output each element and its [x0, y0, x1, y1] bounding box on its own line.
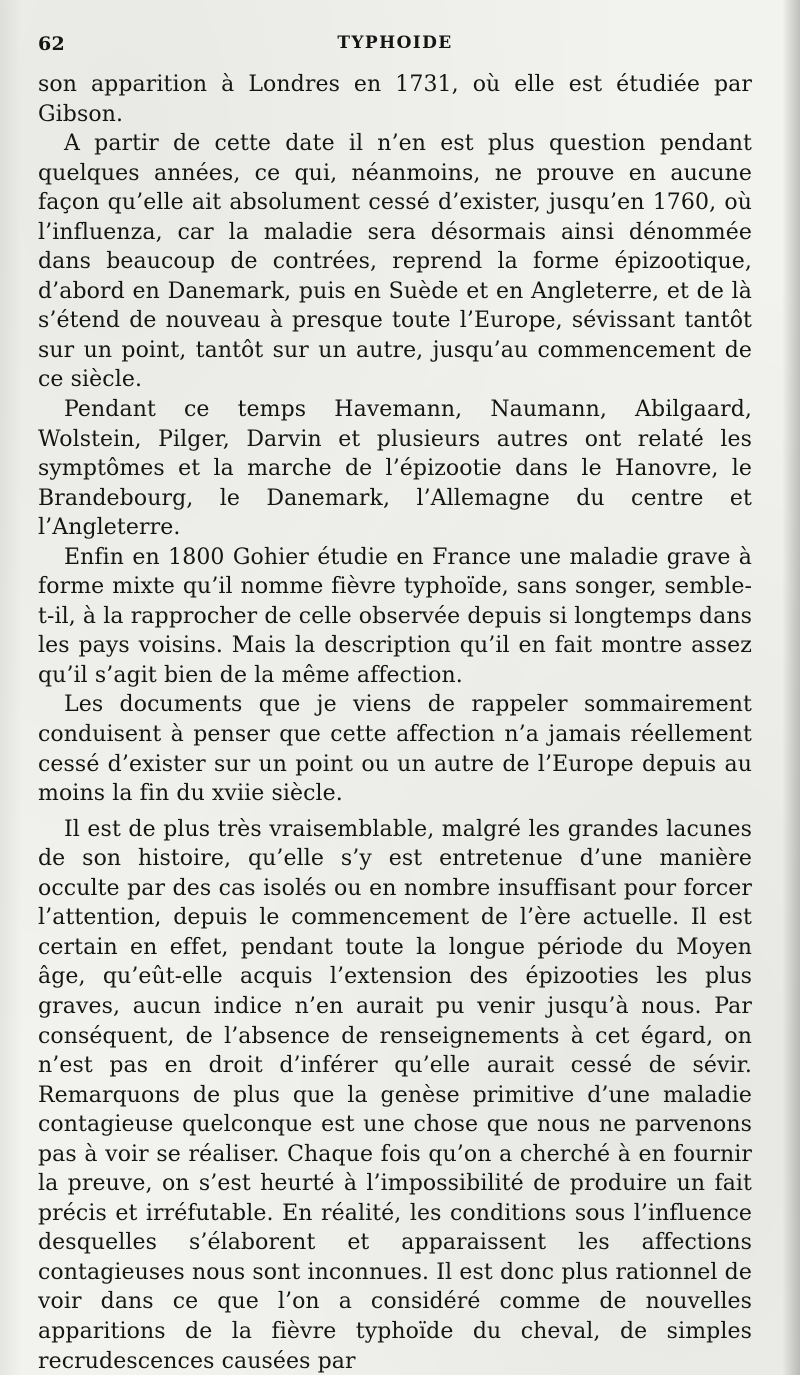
paragraph: Il est de plus très vraisemblable, malgré les grandes lacunes de son histoire, qu’elle s’y est entretenue d’une manière occulte par des cas isolés ou en nombre insuffisant pour forcer l’attention, depuis le commencement de l’ère actuelle. Il est certain en effet, pendant toute la longue période du Moyen âge, qu’eût-elle acquis l’extension des épizooties les plus graves, aucun indice n’en aurait pu venir jusqu’à nous. Par conséquent, de l’absence de renseignements à cet égard, on n’est pas en droit d’inférer qu’elle aurait cessé de sévir. Remarquons de plus que la genèse primitive d’une maladie contagieuse quelconque est une chose que nous ne parvenons pas à voir se réaliser. Chaque fois qu’on a cherché à en fournir la preuve, on s’est heurté à l’impossibilité de produire un fait précis et irréfutable. En réalité, les conditions sous l’influence desquelles s’élaborent et apparaissent les affections contagieuses nous sont inconnues. Il est donc plus rationnel de voir dans ce que l’on a considéré comme de nouvelles apparitions de la fièvre typhoïde du cheval, de simples recrudescences causées par	[38, 816, 752, 1374]
body-text	[38, 70, 752, 1375]
page-edge-shadow	[782, 0, 800, 1375]
page-header	[38, 33, 752, 57]
running-title: TYPHOIDE	[337, 33, 453, 53]
paragraph: A partir de cette date il n’en est plus question pendant quelques années, ce qui, néanmoins, ne prouve en aucune façon qu’elle ait absolument cessé d’exister, jusqu’en 1760, où l’influenza, car la maladie sera désormais ainsi dénommée dans beaucoup de contrées, reprend la forme épizootique, d’abord en Danemark, puis en Suède et en Angleterre, et de là s’étend de nouveau à presque toute l’Europe, sévissant tantôt sur un point, tantôt sur un autre, jusqu’au commencement de ce siècle.	[38, 131, 752, 393]
paragraph: Pendant ce temps Havemann, Naumann, Abilgaard, Wolstein, Pilger, Darvin et plusieurs autres ont relaté les symptômes et la marche de l’épizootie dans le Hanovre, le Brandebourg, le Danemark, l’Allemagne du centre et l’Angleterre.	[38, 397, 752, 541]
paragraph: Enfin en 1800 Gohier étudie en France une maladie grave à forme mixte qu’il nomme fièvre typhoïde, sans songer, semble-t-il, à la rapprocher de celle observée depuis si longtemps dans les pays voisins. Mais la description qu’il en fait montre assez qu’il s’agit bien de la même affection.	[38, 544, 752, 688]
page-number: 62	[38, 33, 66, 55]
paragraph: Les documents que je viens de rappeler sommairement conduisent à penser que cette affection n’a jamais réellement cessé d’exister sur un point ou un autre de l’Europe depuis au moins la fin du xviie siècle.	[38, 692, 752, 807]
paragraph-continued: son apparition à Londres en 1731, où elle est étudiée par Gibson.	[38, 72, 752, 127]
